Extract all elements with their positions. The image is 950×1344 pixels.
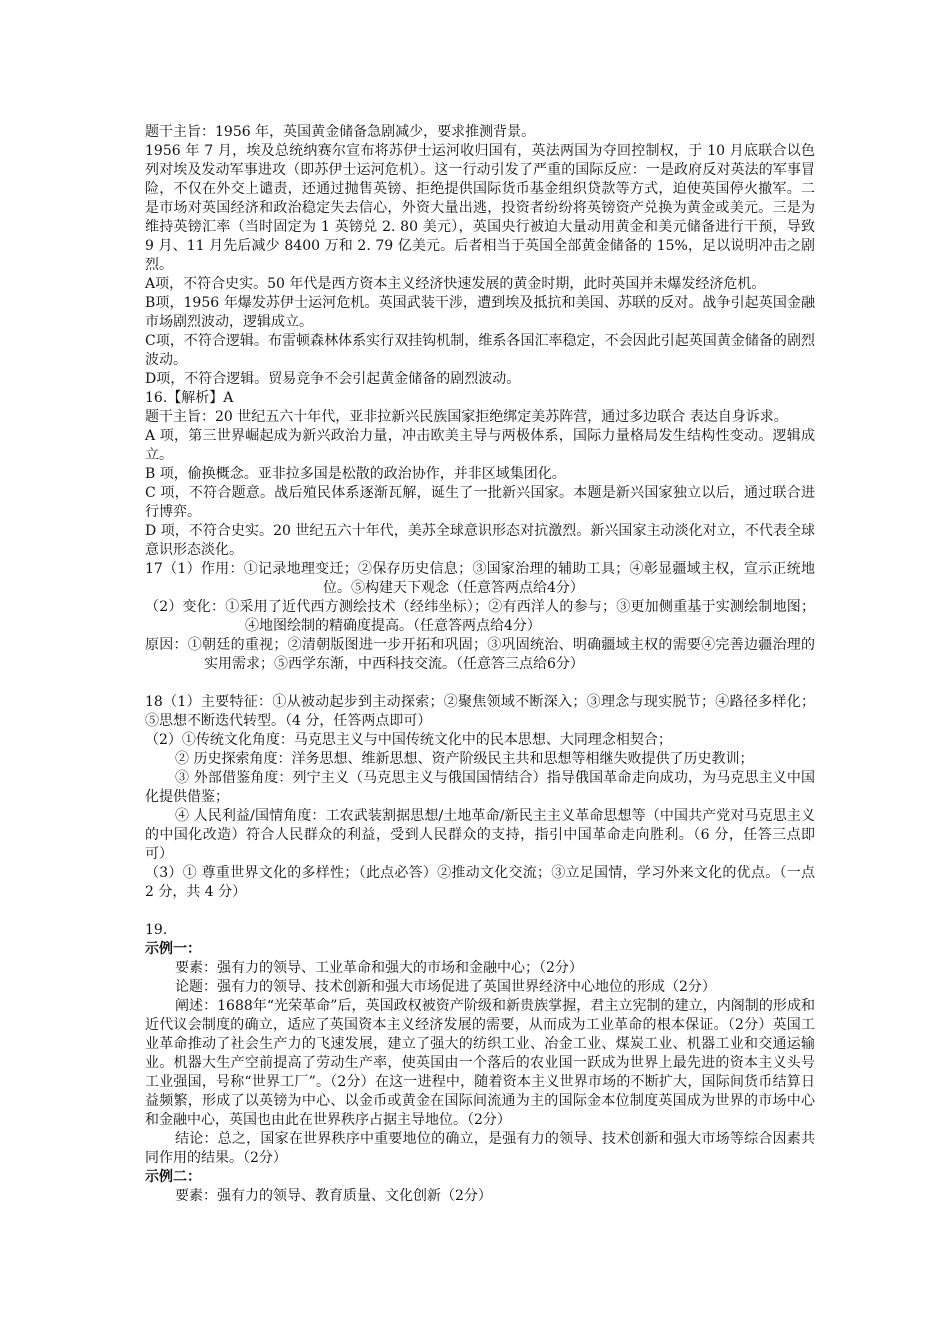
q19-example2-elements: 要素：强有力的领导、教育质量、文化创新（2分） <box>175 1188 492 1204</box>
q16-option-b: B 项，偷换概念。亚非拉多国是松散的政治协作，并非区域集团化。 <box>145 466 566 482</box>
spacer <box>145 902 815 921</box>
q15-option-a: A项，不符合史实。50 年代是西方资本主义经济快速发展的黄金时期，此时英国并未爆发经济危机。 <box>145 276 766 292</box>
q19-number: 19. <box>145 922 168 938</box>
q19-example1-title: 示例一： <box>145 941 201 957</box>
q19-example2-title: 示例二： <box>145 1169 201 1185</box>
answer-document <box>145 123 815 1206</box>
q15-option-b: B项，1956 年爆发苏伊士运河危机。英国武装干涉，遭到埃及抵抗和美国、苏联的反对。战争引起英国金融市场剧烈波动，逻辑成立。 <box>145 295 815 330</box>
q15-option-c: C项，不符合逻辑。布雷顿森林体系实行双挂钩机制，维系各国汇率稳定，不会因此引起英国黄金储备的剧烈波动。 <box>145 333 815 368</box>
spacer <box>145 674 815 693</box>
q16-theme: 题干主旨：20 世纪五六十年代，亚非拉新兴民族国家拒绝绑定美苏阵营，通过多边联合 表达自身诉求。 <box>145 409 788 425</box>
q16-option-d: D 项，不符合史实。20 世纪五六十年代，美苏全球意识形态对抗激烈。新兴国家主动淡化对立，不代表全球意识形态淡化。 <box>145 523 815 558</box>
q19-example1-thesis: 论题：强有力的领导、技术创新和强大市场促进了英国世界经济中心地位的形成（2分） <box>175 979 716 995</box>
q18-part2-intro: （2）①传统文化角度：马克思主义与中国传统文化中的民本思想、大同理念相契合； <box>145 732 672 748</box>
q15-option-d: D项，不符合逻辑。贸易竞争不会引起黄金储备的剧烈波动。 <box>145 371 521 387</box>
q18-part2-people: ④ 人民利益/国情角度：工农武装割据思想/土地革命/新民主主义革命思想等（中国共产党对马克思主义的中国化改造）符合人民群众的利益，受到人民群众的支持，指引中国革命走向胜利。（6 分，任答三点即可） <box>145 808 815 862</box>
q15-theme: 题干主旨：1956 年，英国黄金储备急剧减少，要求推测背景。 <box>145 124 536 140</box>
q15-background: 1956 年 7 月，埃及总统纳赛尔宣布将苏伊士运河收归国有，英法两国为夺回控制权，于 10 月底联合以色列对埃及发动军事进攻（即苏伊士运河危机）。这一行动引发了严重的国际反应：一是政府反对英法的军事冒险，不仅在外交上谴责，还通过抛售英镑、拒绝提供国际货币基金组织贷款等方式，迫使英国停火撤军。二是市场对英国经济和政治稳定失去信心，外资大量出逃，投资者纷纷将英镑资产兑换为黄金或美元。三是为维持英镑汇率（当时固定为 1 英镑兑 2. 80 美元），英国央行被迫大量动用黄金和美元储备进行干预，导致 9 月、11 月先后减少 8400 万和 2. 79 亿美元。后者相当于英国全部黄金储备的 15%，足以说明冲击之剧烈。 <box>145 143 815 273</box>
q16-option-c: C 项，不符合题意。战后殖民体系逐渐瓦解，诞生了一批新兴国家。本题是新兴国家独立以后，通过联合进行博弈。 <box>145 485 815 520</box>
q18-part3: （3）① 尊重世界文化的多样性；（此点必答）②推动文化交流；③立足国情，学习外来文化的优点。（一点 2 分，共 4 分） <box>145 865 815 900</box>
q19-example1-elements: 要素：强有力的领导、工业革命和强大的市场和金融中心；（2分） <box>175 960 583 976</box>
q18-part2-external: ③ 外部借鉴角度：列宁主义（马克思主义与俄国国情结合）指导俄国革命走向成功，为马克思主义中国化提供借鉴； <box>145 770 815 805</box>
q16-heading: 16.【解析】A <box>145 390 234 406</box>
q17-reasons: 原因：①朝廷的重视；②清朝版图进一步开拓和巩固；③巩固统治、明确疆域主权的需要④完善边疆治理的实用需求；⑤西学东渐，中西科技交流。（任意答三点给6分） <box>145 637 815 672</box>
q18-part2-history: ② 历史探索角度：洋务思想、维新思想、资产阶级民主共和思想等相继失败提供了历史教训； <box>175 751 754 767</box>
q17-part1: 17（1）作用：①记录地理变迁；②保存历史信息；③国家治理的辅助工具；④彰显疆域主权，宣示正统地位。⑤构建天下观念（任意答两点给4分） <box>145 561 815 596</box>
q16-option-a: A 项，第三世界崛起成为新兴政治力量，冲击欧美主导与两极体系，国际力量格局发生结构性变动。逻辑成立。 <box>145 428 815 463</box>
q17-part2: （2）变化：①采用了近代西方测绘技术（经纬坐标）；②有西洋人的参与；③更加侧重基于实测绘制地图；④地图绘制的精确度提高。（任意答两点给4分） <box>145 599 815 634</box>
q18-part1: 18（1）主要特征：①从被动起步到主动探索；②聚焦领域不断深入；③理念与现实脱节；④路径多样化；⑤思想不断迭代转型。（4 分，任答两点即可） <box>145 694 815 729</box>
q19-example1-elaboration: 阐述：1688年“光荣革命”后，英国政权被资产阶级和新贵族掌握，君主立宪制的建立，内阁制的形成和近代议会制度的确立，适应了英国资本主义经济发展的需要，从而成为工业革命的根本保证。（2分）英国工业革命推动了社会生产力的飞速发展，建立了强大的纺织工业、冶金工业、煤炭工业、机器工业和交通运输业。机器大生产空前提高了劳动生产率，使英国由一个落后的农业国一跃成为世界上最先进的资本主义头号工业强国，号称“世界工厂”。（2分）在这一进程中，随着资本主义世界市场的不断扩大，国际间货币结算日益频繁，形成了以英镑为中心、以金币或黄金在国际间流通为主的国际金本位制度英国成为世界的市场中心和金融中心，英国也由此在世界秩序占据主导地位。（2分） <box>145 998 815 1128</box>
q19-example1-conclusion: 结论：总之，国家在世界秩序中重要地位的确立，是强有力的领导、技术创新和强大市场等综合因素共同作用的结果。（2分） <box>145 1131 815 1166</box>
